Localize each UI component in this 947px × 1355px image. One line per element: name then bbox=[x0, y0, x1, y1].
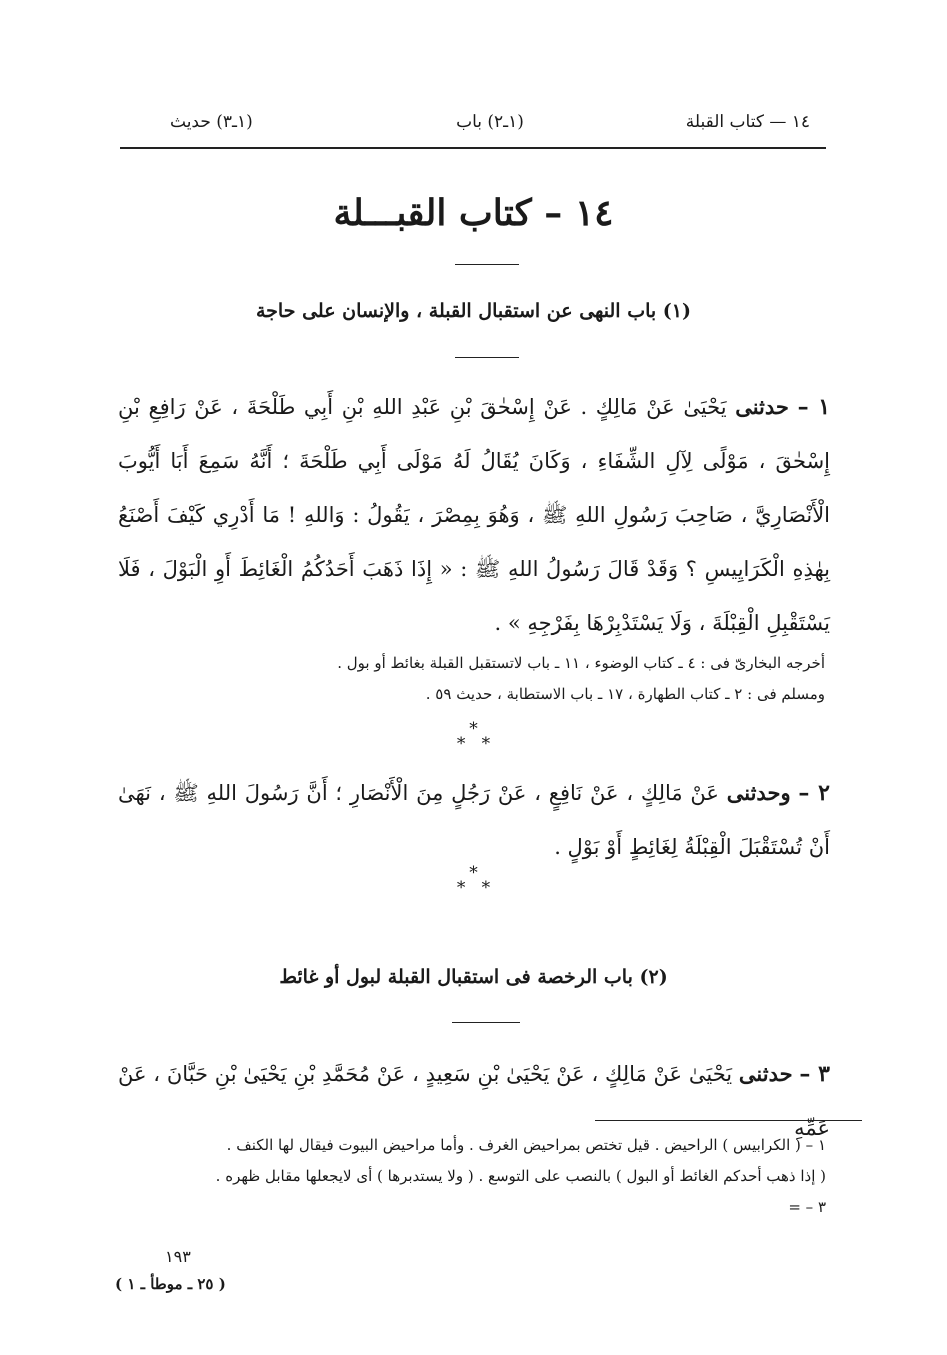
page-number: ١٩٣ bbox=[165, 1247, 191, 1266]
chapter-1-divider bbox=[455, 357, 519, 358]
hadith-2-number: ٢ – bbox=[798, 780, 830, 806]
hadith-1-number: ١ – bbox=[797, 394, 831, 420]
hadith-1-lead: حدثنى bbox=[735, 394, 789, 419]
running-header-chapter: (١ـ٢) باب bbox=[456, 112, 524, 132]
asterisk: * bbox=[456, 878, 466, 898]
takhrij-bukhari: أخرجه البخارىّ فى : ٤ ـ كتاب الوضوء ، ١١ ـ باب لاتستقبل القبلة بغائط أو بول . bbox=[337, 654, 825, 672]
chapter-2-divider bbox=[452, 1022, 520, 1023]
hadith-3-text: يَحْيَىٰ عَنْ مَالِكٍ ، عَنْ يَحْيَىٰ بْنِ سَعِيدٍ ، عَنْ مُحَمَّدِ بْنِ يَحْيَىٰ بْنِ حَبَّانَ ، عَنْ عَمِّهِ bbox=[118, 1062, 830, 1140]
footnote-rule bbox=[595, 1120, 862, 1121]
hadith-2 bbox=[118, 766, 830, 874]
asterisk: * bbox=[469, 719, 478, 739]
footnote-3: ٣ – = bbox=[788, 1198, 826, 1216]
header-rule bbox=[120, 147, 826, 149]
hadith-3-number: ٣ – bbox=[799, 1061, 830, 1087]
title-divider bbox=[455, 264, 519, 265]
footnotes bbox=[110, 1130, 826, 1223]
footnote-1: ١ – ( الكرابيس ) الراحيض . قيل تختص بمراحيض الغرف . وأما مراحيض البيوت فيقال لها الكنف . bbox=[226, 1136, 826, 1154]
hadith-1-takhrij bbox=[150, 648, 825, 710]
hadith-1 bbox=[118, 380, 830, 650]
separator-asterisks bbox=[0, 863, 947, 898]
footnote-1-cont: ( إذا ذهب أحدكم الغائط أو البول ) بالنصب على التوسع . ( ولا يستدبرها ) أى لايجعلها مقابل ظهره . bbox=[215, 1167, 826, 1185]
hadith-2-lead: وحدثنى bbox=[726, 780, 791, 805]
hadith-3-lead: حدثنى bbox=[738, 1061, 793, 1086]
running-header bbox=[170, 112, 810, 146]
book-title: ١٤ – كتاب القبـــلة bbox=[333, 192, 614, 234]
asterisk: * bbox=[456, 734, 466, 754]
signature-mark: ( ٢٥ ـ موطأ ـ ١ ) bbox=[115, 1275, 226, 1293]
chapter-2-title: (٢) باب الرخصة فى استقبال القبلة لبول أو غائط bbox=[279, 966, 668, 988]
separator-asterisks bbox=[0, 719, 947, 754]
running-header-hadith: (١ـ٣) حديث bbox=[170, 112, 253, 132]
running-header-book: ١٤ — كتاب القبلة bbox=[685, 112, 810, 132]
hadith-1-text: يَحْيَىٰ عَنْ مَالِكٍ . عَنْ إِسْحٰقَ بْنِ عَبْدِ اللهِ بْنِ أَبِي طَلْحَةَ ، عَنْ رَافِعِ بْنِ إِسْحٰقَ ، مَوْلًى لِآلِ الشِّفَاءِ ، وَكَانَ يُقَالُ لَهُ مَوْلَى أَبِي طَلْحَةَ ؛ أَنَّهُ سَمِعَ أَبَا أَيُّوبَ الْأَنْصَارِيَّ ، صَاحِبَ رَسُولِ اللهِ ﷺ ، وَهُوَ بِمِصْرَ ، يَقُولُ : وَاللهِ ! مَا أَدْرِي كَيْفَ أَصْنَعُ بِهٰذِهِ الْكَرَايِيسِ ؟ وَقَدْ قَالَ رَسُولُ اللهِ ﷺ : « إِذَا ذَهَبَ أَحَدُكُمُ الْغَائِطَ أَوِ الْبَوْلَ ، فَلَا يَسْتَقْبِلِ الْقِبْلَةَ ، وَلَا يَسْتَدْبِرْهَا بِفَرْجِهِ » . bbox=[118, 395, 830, 635]
takhrij-muslim: ومسلم فى : ٢ ـ كتاب الطهارة ، ١٧ ـ باب الاستطابة ، حديث ٥٩ . bbox=[425, 685, 825, 703]
asterisk: * bbox=[481, 734, 491, 754]
hadith-2-text: عَنْ مَالِكٍ ، عَنْ نَافِعٍ ، عَنْ رَجُلٍ مِنَ الْأَنْصَارِ ؛ أَنَّ رَسُولَ اللهِ ﷺ ، نَهَىٰ أَنْ تُسْتَقْبَلَ الْقِبْلَةُ لِغَائِطٍ أَوْ بَوْلٍ . bbox=[118, 781, 830, 859]
asterisk: * bbox=[481, 878, 491, 898]
chapter-1-title: (١) باب النهى عن استقبال القبلة ، والإنسان على حاجة bbox=[256, 300, 691, 322]
asterisk: * bbox=[469, 863, 478, 883]
